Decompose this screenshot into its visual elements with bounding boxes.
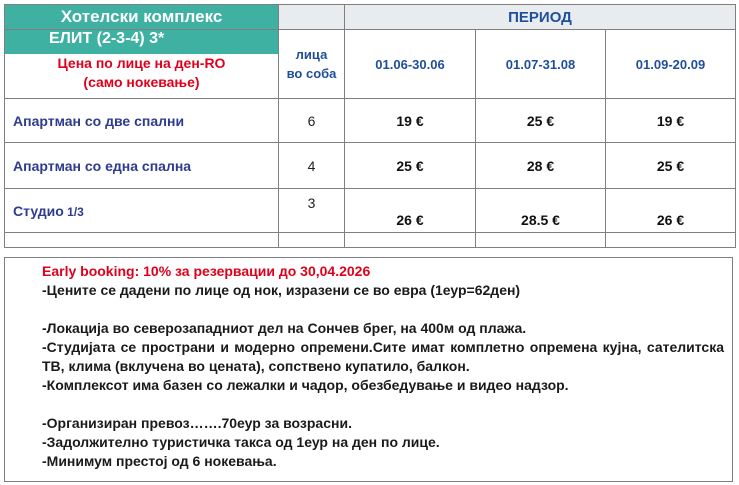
spacer-cell — [476, 233, 606, 248]
notes-section — [4, 257, 733, 482]
spacer-cell — [345, 233, 476, 248]
table-row — [5, 189, 736, 233]
room-persons: 6 — [279, 99, 345, 143]
room-price: 28.5 € — [476, 189, 606, 233]
spacer-cell — [5, 233, 279, 248]
note-line: -Минимум престој од 6 нокевања. — [42, 453, 277, 469]
period-column-header: 01.06-30.06 — [345, 30, 476, 99]
room-price: 25 € — [476, 99, 606, 143]
room-price: 19 € — [606, 99, 736, 143]
price-table — [4, 4, 736, 248]
table-row — [5, 143, 736, 189]
period-header: ПЕРИОД — [345, 5, 736, 30]
price-note-line2: (само нокевање) — [83, 74, 200, 90]
hotel-info-cell — [5, 30, 279, 99]
price-note-line1: Цена по лице на ден-RO — [57, 55, 226, 71]
room-price: 26 € — [606, 189, 736, 233]
room-type: Студио 1/3 — [5, 189, 279, 233]
table-spacer-row — [5, 233, 736, 248]
header-empty-cell — [279, 5, 345, 30]
hotel-complex-header: Хотелски комплекс — [5, 5, 279, 30]
note-line: -Студијата се пространи и модерно опремени.Сите имат комплетно опремена кујна, сателитска ТВ, клима (вклучена во цената), сопствено купатило, балкон. — [42, 339, 724, 374]
persons-header-line1: лица — [295, 47, 328, 62]
price-note — [5, 54, 278, 98]
persons-header — [279, 30, 345, 99]
persons-header-line2: во соба — [286, 66, 337, 81]
period-column-header: 01.09-20.09 — [606, 30, 736, 99]
room-persons: 3 — [279, 189, 345, 233]
early-booking-note: Early booking: 10% за резервации до 30,04.2026 — [42, 263, 371, 279]
room-persons: 4 — [279, 143, 345, 189]
note-line: -Задолжително туристичка такса од 1еур на ден по лице. — [42, 434, 440, 450]
table-row — [5, 99, 736, 143]
note-line: -Организиран превоз…….70еур за возрасни. — [42, 415, 352, 431]
room-price: 26 € — [345, 189, 476, 233]
note-line: -Цените се дадени по лице од нок, изразени се во евра (1еур=62ден) — [42, 282, 521, 298]
room-suffix: 1/3 — [63, 204, 84, 219]
room-type: Апартман со две спални — [5, 99, 279, 143]
room-type: Апартман со една спална — [5, 143, 279, 189]
room-price: 25 € — [345, 143, 476, 189]
note-line: -Комплексот има базен со лежалки и чадор, обезбедување и видео надзор. — [42, 377, 569, 393]
room-price: 28 € — [476, 143, 606, 189]
period-column-header: 01.07-31.08 — [476, 30, 606, 99]
room-price: 25 € — [606, 143, 736, 189]
spacer-cell — [279, 233, 345, 248]
spacer-cell — [606, 233, 736, 248]
note-line: -Локација во северозападниот дел на Сончев брег, на 400м од плажа. — [42, 320, 527, 336]
hotel-name: ЕЛИТ (2-3-4) 3* — [5, 30, 278, 54]
room-price: 19 € — [345, 99, 476, 143]
